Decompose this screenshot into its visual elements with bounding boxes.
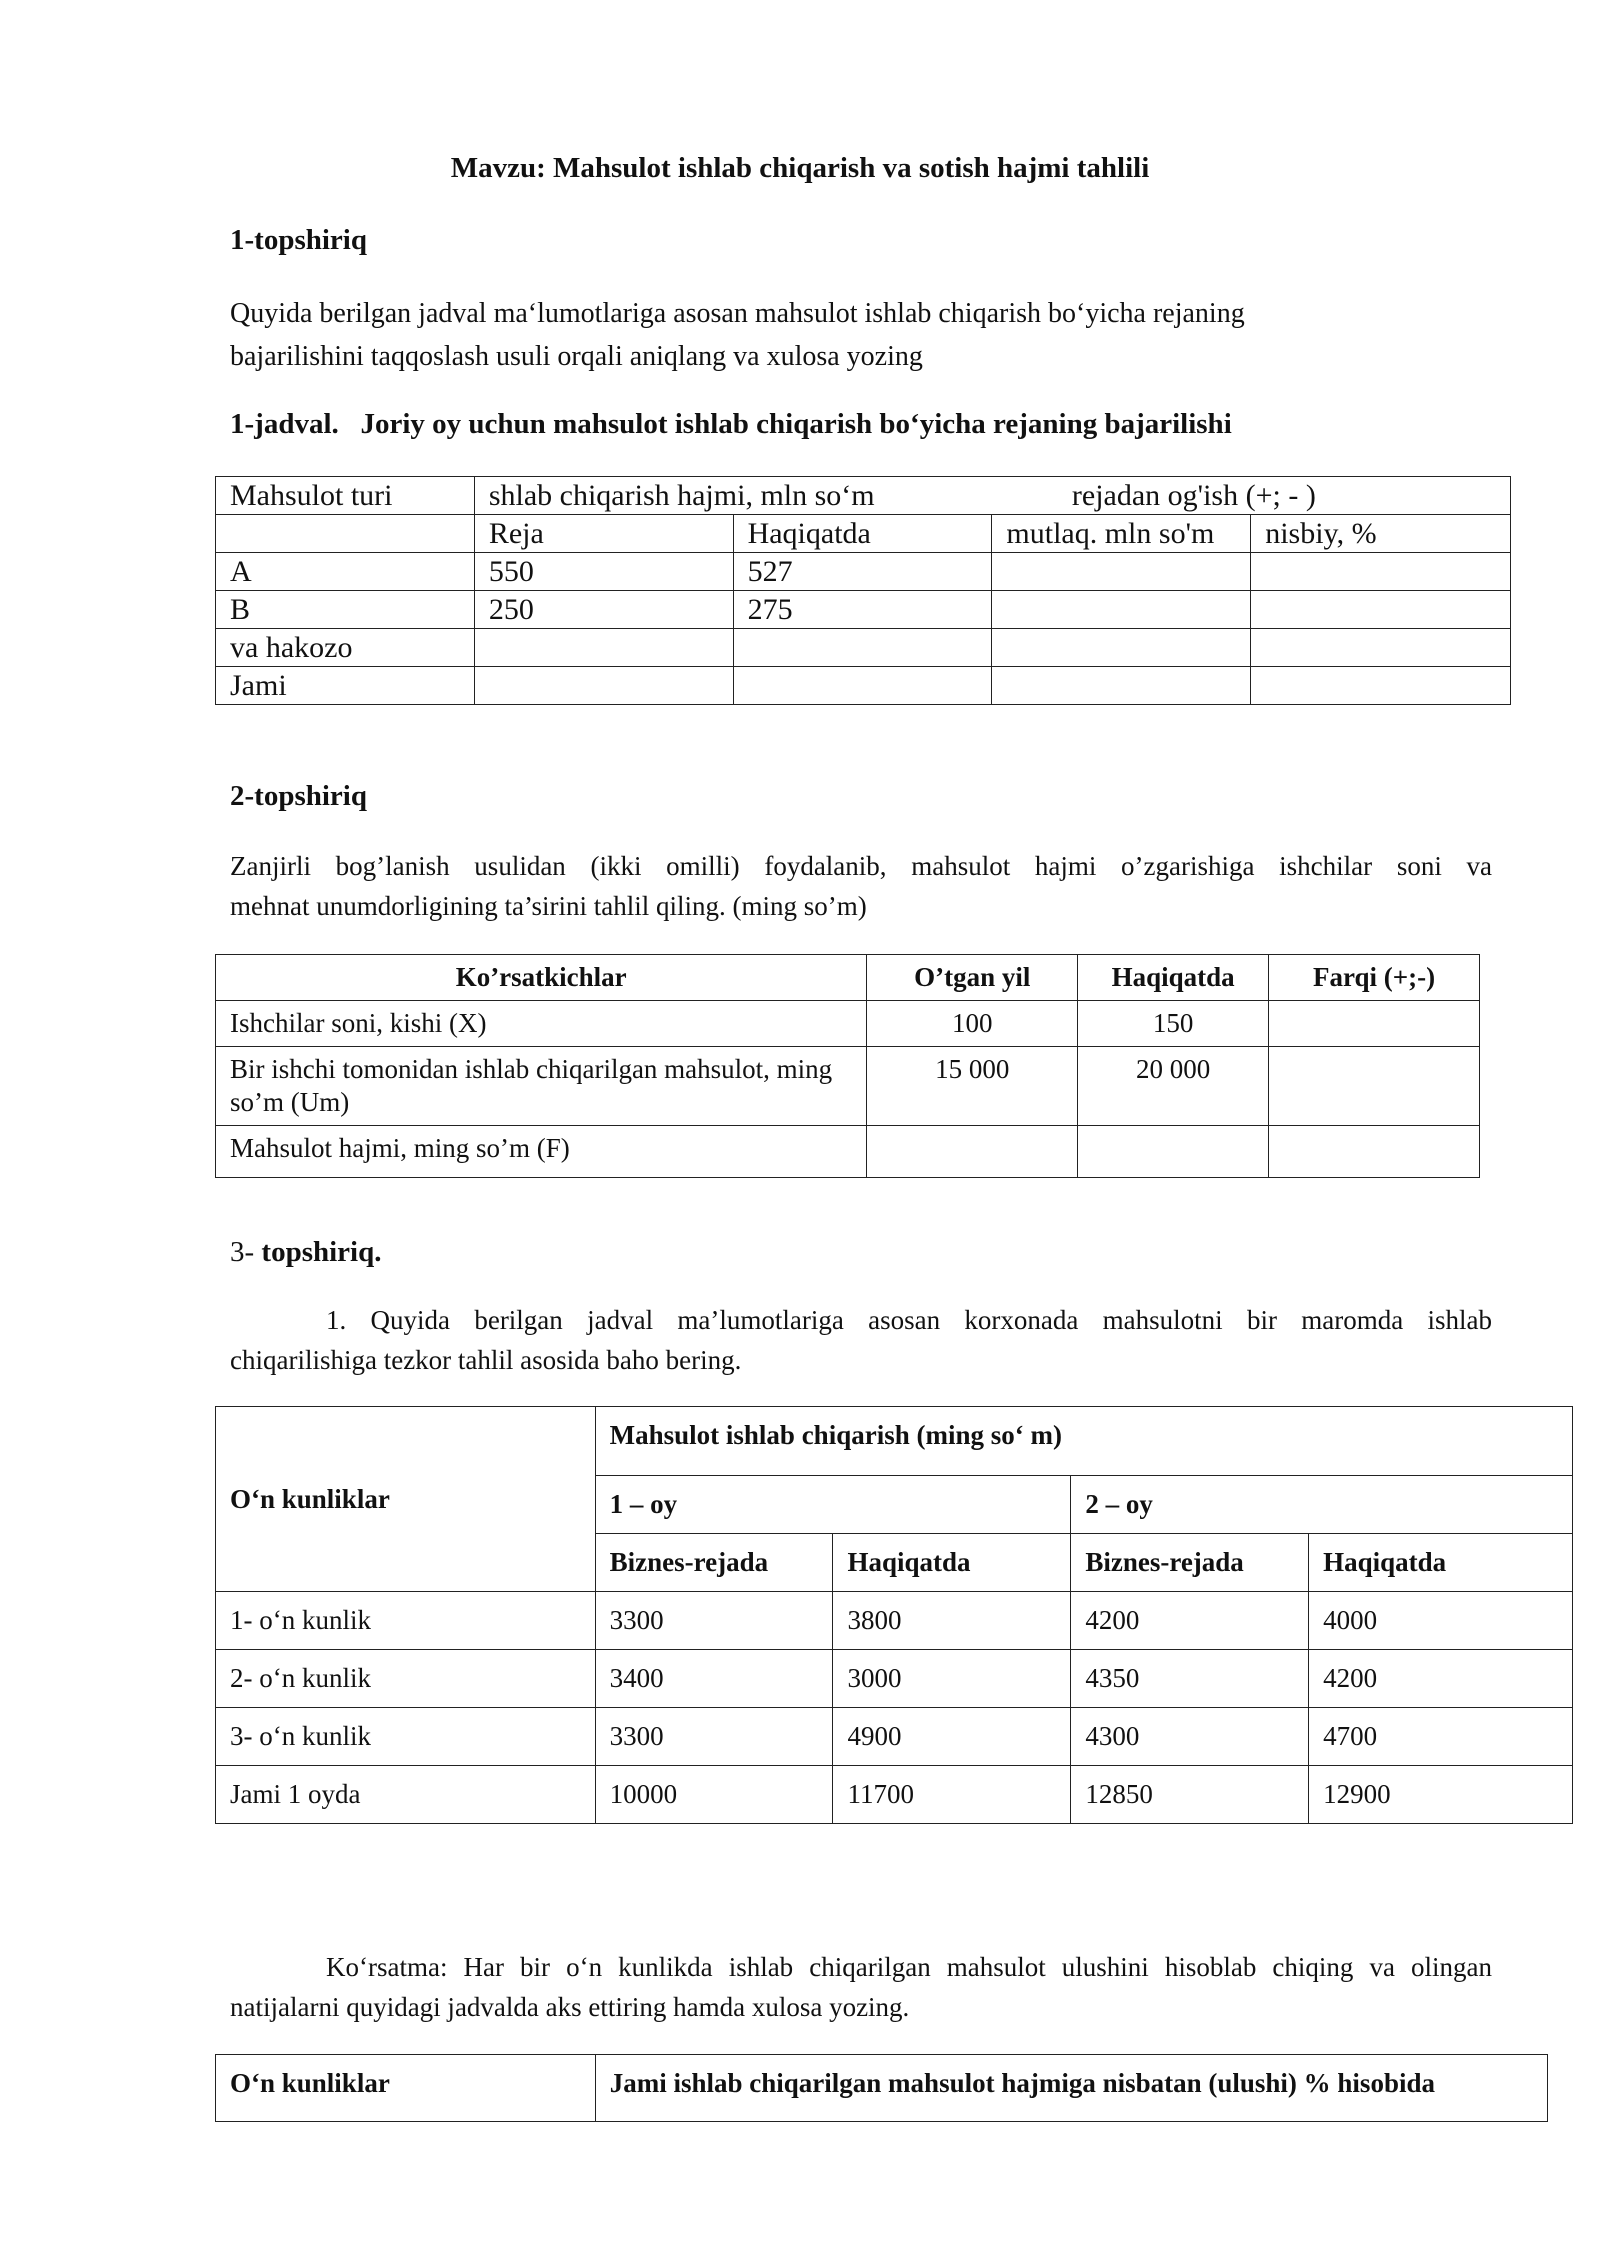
table-cell: 3300 xyxy=(595,1592,833,1650)
table-row xyxy=(216,1047,1480,1126)
table-cell: 12900 xyxy=(1309,1766,1573,1824)
table-cell xyxy=(216,515,475,553)
table-row xyxy=(216,477,1511,515)
task3-heading xyxy=(230,1236,382,1269)
table-row xyxy=(216,1708,1573,1766)
table-row xyxy=(216,1001,1480,1047)
table-header-cell: mutlaq. mln so'm xyxy=(992,515,1251,553)
table-cell: 250 xyxy=(474,591,733,629)
table-cell xyxy=(992,667,1251,705)
table-header-cell: Haqiqatda xyxy=(833,1534,1071,1592)
table-row xyxy=(216,515,1511,553)
table-cell xyxy=(1078,1126,1269,1178)
table-cell: 3800 xyxy=(833,1592,1071,1650)
table-cell xyxy=(992,553,1251,591)
table-cell: 4300 xyxy=(1071,1708,1309,1766)
table-row xyxy=(216,1407,1573,1476)
table-cell xyxy=(474,629,733,667)
table-cell: 275 xyxy=(733,591,992,629)
table-cell: 3- oʻn kunlik xyxy=(216,1708,596,1766)
table-cell: Mahsulot hajmi, ming so’m (F) xyxy=(216,1126,867,1178)
table-row xyxy=(216,2055,1548,2122)
table-header-cell: nisbiy, % xyxy=(1251,515,1511,553)
table-header-cell: Mahsulot turi xyxy=(216,477,475,515)
table-cell xyxy=(474,667,733,705)
table-header-cell: Biznes-rejada xyxy=(1071,1534,1309,1592)
table-cell: 1- oʻn kunlik xyxy=(216,1592,596,1650)
share-table xyxy=(215,2054,1548,2122)
task3-heading-prefix: 3- xyxy=(230,1236,262,1268)
table-header-cell: 2 – oy xyxy=(1071,1476,1573,1534)
table-cell: 11700 xyxy=(833,1766,1071,1824)
table-cell xyxy=(1251,553,1511,591)
table-row xyxy=(216,955,1480,1001)
table-header-cell: Ko’rsatkichlar xyxy=(216,955,867,1001)
table-row xyxy=(216,553,1511,591)
table-cell xyxy=(1251,629,1511,667)
table-header-cell: Jami ishlab chiqarilgan mahsulot hajmiga nisbatan (ulushi) % hisobida xyxy=(595,2055,1547,2122)
task1-text xyxy=(230,292,1490,378)
table-cell xyxy=(733,629,992,667)
table-cell xyxy=(1269,1126,1480,1178)
table-header-cell: Oʻn kunliklar xyxy=(216,2055,596,2122)
table-cell xyxy=(1251,591,1511,629)
table-row xyxy=(216,1766,1573,1824)
task3-note-line2: natijalarni quyidagi jadvalda aks ettiring hamda xulosa yozing. xyxy=(230,1992,910,2022)
table-cell xyxy=(992,629,1251,667)
task1-text-line2: bajarilishini taqqoslash usuli orqali aniqlang va xulosa yozing xyxy=(230,341,923,372)
table-header-cell: Farqi (+;-) xyxy=(1269,955,1480,1001)
table-cell: 550 xyxy=(474,553,733,591)
table-header-cell: Oʻn kunliklar xyxy=(216,1407,596,1592)
table-cell xyxy=(992,591,1251,629)
table-cell: 3300 xyxy=(595,1708,833,1766)
table-cell: 100 xyxy=(867,1001,1078,1047)
task3-heading-bold: topshiriq. xyxy=(261,1236,382,1268)
table-cell xyxy=(1269,1001,1480,1047)
table-header-cell: Biznes-rejada xyxy=(595,1534,833,1592)
factor-table xyxy=(215,954,1480,1178)
table-header-cell: O’tgan yil xyxy=(867,955,1078,1001)
table-header-cell: Haqiqatda xyxy=(1078,955,1269,1001)
table-cell: 4900 xyxy=(833,1708,1071,1766)
table-row xyxy=(216,591,1511,629)
table-cell: 15 000 xyxy=(867,1047,1078,1126)
task1-heading: 1-topshiriq xyxy=(230,224,367,256)
table-header-cell: 1 – oy xyxy=(595,1476,1071,1534)
table-cell: Jami xyxy=(216,667,475,705)
table-header-cell: shlab chiqarish hajmi, mln soʻm xyxy=(474,477,992,515)
page-title: Mavzu: Mahsulot ishlab chiqarish va sotish hajmi tahlili xyxy=(450,152,1150,184)
table1-caption: 1-jadval. Joriy oy uchun mahsulot ishlab chiqarish boʻyicha rejaning bajarilishi xyxy=(230,408,1232,440)
table-cell: 4200 xyxy=(1071,1592,1309,1650)
table-row xyxy=(216,1650,1573,1708)
task3-text-line2: chiqarilishiga tezkor tahlil asosida baho bering. xyxy=(230,1345,742,1375)
table-cell xyxy=(1251,667,1511,705)
table-row xyxy=(216,667,1511,705)
task2-text xyxy=(230,846,1492,926)
table-cell xyxy=(733,667,992,705)
table-cell: Jami 1 oyda xyxy=(216,1766,596,1824)
table-cell: B xyxy=(216,591,475,629)
decade-table xyxy=(215,1406,1573,1824)
table-cell: 3000 xyxy=(833,1650,1071,1708)
table-cell: 2- oʻn kunlik xyxy=(216,1650,596,1708)
table-header-cell: Haqiqatda xyxy=(733,515,992,553)
table-cell xyxy=(1269,1047,1480,1126)
table-cell: 10000 xyxy=(595,1766,833,1824)
table-cell: 4200 xyxy=(1309,1650,1573,1708)
table-cell: 4700 xyxy=(1309,1708,1573,1766)
table-cell: va hakozo xyxy=(216,629,475,667)
task3-text-line1: 1. Quyida berilgan jadval ma’lumotlariga asosan korxonada mahsulotni bir maromda ishlab xyxy=(326,1305,1492,1335)
table-row xyxy=(216,629,1511,667)
table-cell: Ishchilar soni, kishi (X) xyxy=(216,1001,867,1047)
task3-text xyxy=(230,1300,1492,1380)
task2-text-line2: mehnat unumdorligining ta’sirini tahlil qiling. (ming so’m) xyxy=(230,891,867,921)
task2-text-line1: Zanjirli bog’lanish usulidan (ikki omilli) foydalanib, mahsulot hajmi o’zgarishiga ishchilar soni va xyxy=(230,851,1492,881)
table-cell: 12850 xyxy=(1071,1766,1309,1824)
table-cell: 3400 xyxy=(595,1650,833,1708)
table-cell: A xyxy=(216,553,475,591)
table-header-cell: Haqiqatda xyxy=(1309,1534,1573,1592)
table-cell: 4000 xyxy=(1309,1592,1573,1650)
table-cell xyxy=(867,1126,1078,1178)
table-cell: 20 000 xyxy=(1078,1047,1269,1126)
table-cell: 4350 xyxy=(1071,1650,1309,1708)
table-cell: 527 xyxy=(733,553,992,591)
task2-heading: 2-topshiriq xyxy=(230,780,367,812)
task1-text-line1: Quyida berilgan jadval maʻlumotlariga asosan mahsulot ishlab chiqarish boʻyicha rejaning xyxy=(230,298,1245,329)
table-header-cell: Mahsulot ishlab chiqarish (ming soʻ m) xyxy=(595,1407,1572,1476)
table-row xyxy=(216,1592,1573,1650)
table-row xyxy=(216,1126,1480,1178)
plan-table xyxy=(215,476,1511,705)
task3-note-line1: Koʻrsatma: Har bir oʻn kunlikda ishlab chiqarilgan mahsulot ulushini hisoblab chiqing va olingan xyxy=(326,1952,1492,1982)
table-cell: 150 xyxy=(1078,1001,1269,1047)
task3-note xyxy=(230,1947,1492,2027)
table-header-cell: Reja xyxy=(474,515,733,553)
table-header-cell: rejadan og'ish (+; - ) xyxy=(992,477,1511,515)
table-cell: Bir ishchi tomonidan ishlab chiqarilgan mahsulot, ming so’m (Um) xyxy=(216,1047,867,1126)
